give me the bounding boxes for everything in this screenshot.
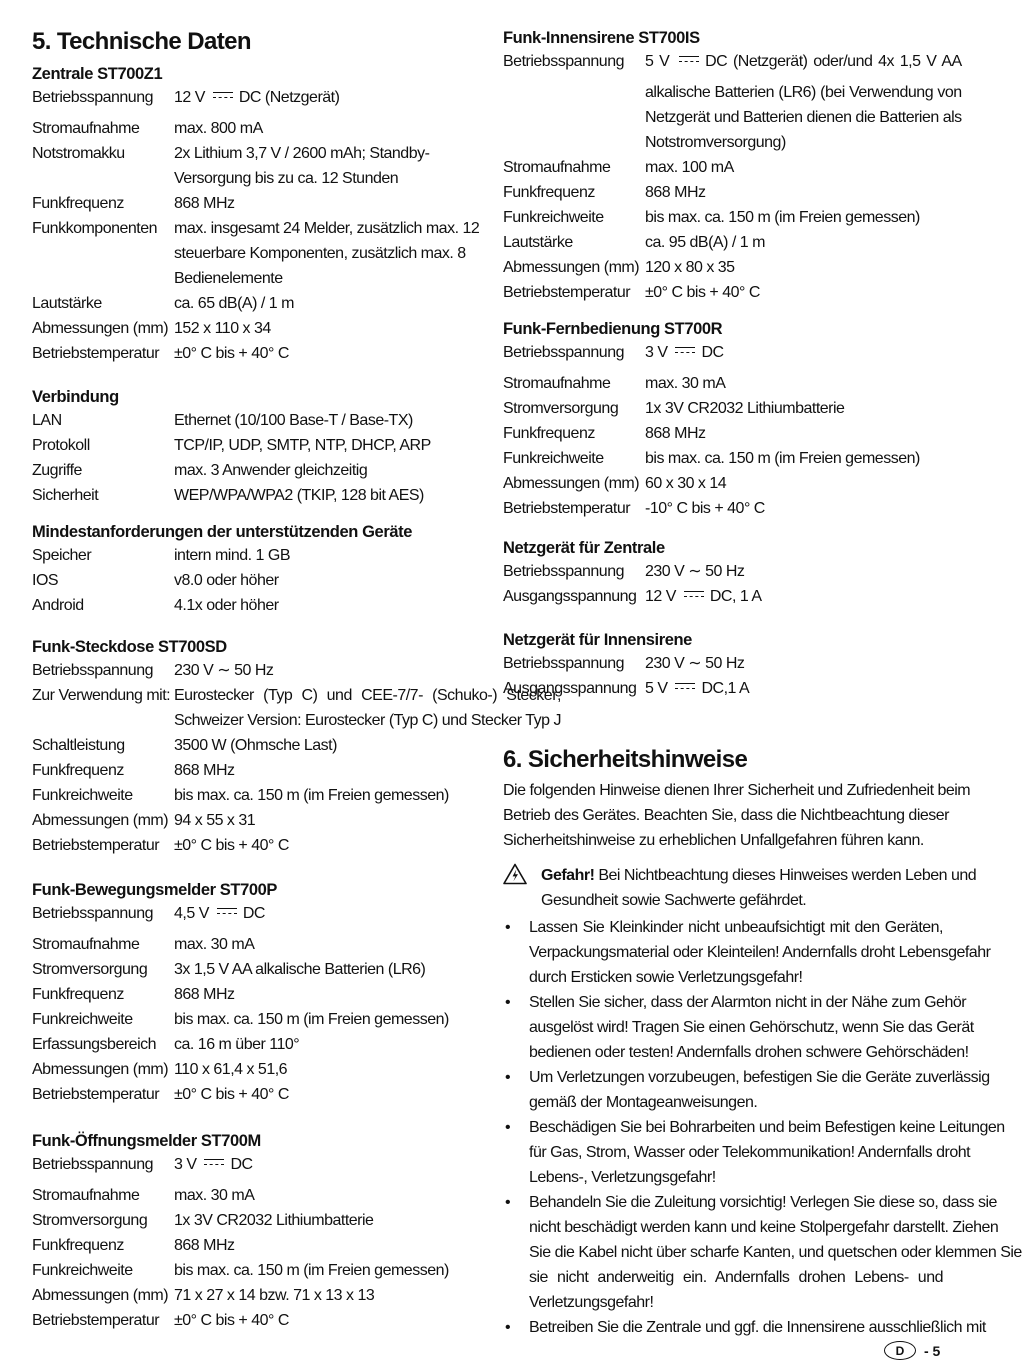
safety-intro — [503, 778, 971, 853]
intro-line: Die folgenden Hinweise dienen Ihrer Sicherheit und Zufriedenheit beim — [503, 782, 971, 799]
spec-value: 71 x 27 x 14 bzw. 71 x 13 x 13 — [174, 1287, 375, 1304]
spec-label: Lautstärke — [503, 234, 573, 251]
spec-section-title: Funk-Fernbedienung ST700R — [503, 320, 723, 338]
intro-line: Betrieb des Gerätes. Beachten Sie, dass die Nichtbeachtung dieser — [503, 807, 950, 824]
spec-section-title: Funk-Öffnungsmelder ST700M — [32, 1132, 261, 1150]
bullet-line: Behandeln Sie die Zuleitung vorsichtig! Verlegen Sie diese so, dass sie — [529, 1194, 997, 1211]
spec-label: Funkreichweite — [503, 450, 604, 467]
bullet-line: für Gas, Strom, Wasser oder Telekommunikation! Andernfalls droht — [529, 1144, 971, 1161]
spec-value: 230 V ∼ 50 Hz — [645, 563, 745, 580]
spec-row — [32, 216, 480, 291]
bullet-dot-icon: • — [505, 1319, 511, 1336]
dc-symbol-icon — [679, 56, 699, 63]
spec-label: Funkfrequenz — [503, 425, 595, 442]
spec-section-title: Netzgerät für Zentrale — [503, 539, 665, 557]
spec-label: Sicherheit — [32, 487, 99, 504]
spec-label: Funkfrequenz — [503, 184, 595, 201]
spec-label: Zur Verwendung mit: — [32, 687, 171, 704]
dc-symbol-icon — [684, 591, 704, 598]
dc-symbol-icon — [217, 908, 237, 915]
spec-label: Stromaufnahme — [503, 159, 611, 176]
spec-label: Betriebstemperatur — [32, 1312, 160, 1329]
spec-section — [503, 318, 943, 521]
spec-row — [32, 458, 477, 483]
spec-value: max. 30 mA — [645, 375, 726, 392]
bullet-line: ausgelöst wird! Tragen Sie einen Gehörschutz, wenn Sie das Gerät — [529, 1019, 974, 1036]
spec-value: ±0° C bis + 40° C — [174, 345, 289, 362]
bullet-line: Sie die Kabel nicht über scharfe Kanten, und quetschen oder klemmen Sie — [529, 1244, 1022, 1261]
spec-value: 3500 W (Ohmsche Last) — [174, 737, 337, 754]
spec-row — [32, 408, 477, 433]
safety-bullet — [503, 915, 991, 990]
spec-value: steuerbare Komponenten, zusätzlich max. 8 — [174, 245, 466, 262]
spec-label: Funkreichweite — [32, 1011, 133, 1028]
spec-value: ca. 95 dB(A) / 1 m — [645, 234, 765, 251]
spec-section — [503, 537, 943, 609]
spec-label: Stromversorgung — [32, 1212, 148, 1229]
spec-label: Funkfrequenz — [32, 986, 124, 1003]
spec-label: Abmessungen (mm) — [32, 1287, 169, 1304]
spec-label: Abmessungen (mm) — [32, 1061, 169, 1078]
spec-section-title: Funk-Bewegungsmelder ST700P — [32, 881, 278, 899]
spec-value: 94 x 55 x 31 — [174, 812, 256, 829]
spec-value: 1x 3V CR2032 Lithiumbatterie — [174, 1212, 374, 1229]
spec-section — [32, 386, 477, 508]
bullet-dot-icon: • — [505, 919, 511, 936]
spec-value: ±0° C bis + 40° C — [174, 837, 289, 854]
spec-label: Funkfrequenz — [32, 1237, 124, 1254]
spec-row — [32, 1283, 477, 1308]
spec-section — [32, 1130, 477, 1333]
spec-row — [32, 1308, 477, 1333]
spec-label: Erfassungsbereich — [32, 1036, 157, 1053]
spec-row — [32, 783, 477, 808]
spec-label: Betriebsspannung — [503, 655, 624, 672]
danger-label: Gefahr! — [541, 867, 595, 884]
spec-value: max. insgesamt 24 Melder, zusätzlich max. 12 — [174, 220, 480, 237]
safety-bullet — [503, 990, 974, 1065]
bullet-line: Lebens-, Verletzungsgefahr! — [529, 1169, 716, 1186]
spec-value: 3x 1,5 V AA alkalische Batterien (LR6) — [174, 961, 426, 978]
spec-value: max. 800 mA — [174, 120, 263, 137]
spec-label: Betriebsspannung — [32, 1156, 153, 1173]
spec-value: 12 V DC, 1 A — [645, 588, 762, 605]
spec-row — [32, 982, 477, 1007]
spec-label: Betriebstemperatur — [32, 345, 160, 362]
spec-value: 5 V DC,1 A — [645, 680, 750, 697]
spec-value: 4.1x oder höher — [174, 597, 279, 614]
spec-label: Betriebsspannung — [503, 563, 624, 580]
spec-row — [503, 559, 943, 584]
spec-label: Stromversorgung — [503, 400, 619, 417]
spec-value: bis max. ca. 150 m (im Freien gemessen) — [174, 1262, 449, 1279]
spec-label: Protokoll — [32, 437, 90, 454]
spec-section-title: Zentrale ST700Z1 — [32, 65, 163, 83]
spec-value: 2x Lithium 3,7 V / 2600 mAh; Standby- — [174, 145, 430, 162]
page-footer — [884, 1341, 940, 1360]
spec-value: 3 V DC — [174, 1156, 253, 1173]
spec-row — [503, 651, 943, 676]
spec-row — [32, 568, 477, 593]
spec-value: alkalische Batterien (LR6) (bei Verwendung von — [645, 84, 962, 101]
spec-value: bis max. ca. 150 m (im Freien gemessen) — [174, 1011, 449, 1028]
bullet-dot-icon: • — [505, 994, 511, 1011]
bullet-line: sie nicht anderweitig ein. Andernfalls drohen Lebens- und — [529, 1269, 943, 1286]
spec-section — [32, 521, 477, 618]
spec-section-title: Netzgerät für Innensirene — [503, 631, 692, 649]
bullet-line: Um Verletzungen vorzubeugen, befestigen Sie die Geräte zuverlässig — [529, 1069, 990, 1086]
spec-label: Betriebsspannung — [503, 53, 624, 70]
bullet-line: Stellen Sie sicher, dass der Alarmton nicht in der Nähe zum Gehör — [529, 994, 967, 1011]
spec-row — [503, 340, 943, 365]
section-heading-safety: 6. Sicherheitshinweise — [503, 746, 748, 773]
spec-row — [503, 180, 943, 205]
spec-value: 868 MHz — [174, 986, 235, 1003]
spec-row — [32, 758, 477, 783]
spec-section-title: Funk-Steckdose ST700SD — [32, 638, 227, 656]
spec-row — [32, 833, 477, 858]
spec-value: max. 3 Anwender gleichzeitig — [174, 462, 368, 479]
spec-row — [32, 543, 477, 568]
spec-row — [32, 1007, 477, 1032]
spec-section — [32, 879, 477, 1107]
spec-row — [503, 496, 943, 521]
spec-row — [32, 1152, 477, 1177]
spec-value: 60 x 30 x 14 — [645, 475, 727, 492]
spec-row — [32, 1057, 477, 1082]
spec-row — [32, 85, 477, 110]
spec-row — [32, 658, 477, 683]
spec-row — [32, 191, 477, 216]
spec-label: Funkreichweite — [503, 209, 604, 226]
spec-value: WEP/WPA/WPA2 (TKIP, 128 bit AES) — [174, 487, 424, 504]
spec-section — [32, 63, 480, 366]
spec-value: TCP/IP, UDP, SMTP, NTP, DHCP, ARP — [174, 437, 431, 454]
spec-value: Notstromversorgung) — [645, 134, 786, 151]
bullet-line: Verletzungsgefahr! — [529, 1294, 654, 1311]
spec-row — [32, 116, 477, 141]
dc-symbol-icon — [213, 92, 233, 99]
spec-row — [503, 371, 943, 396]
spec-row — [32, 932, 477, 957]
spec-value: Eurostecker (Typ C) und CEE-7/7- (Schuko-) Stecker; — [174, 687, 561, 704]
spec-value: 868 MHz — [174, 195, 235, 212]
danger-text: Bei Nichtbeachtung dieses Hinweises werden Leben und — [594, 867, 977, 884]
spec-row — [503, 205, 943, 230]
spec-label: Schaltleistung — [32, 737, 125, 754]
spec-label: Ausgangsspannung — [503, 588, 637, 605]
spec-label: Abmessungen (mm) — [32, 812, 169, 829]
spec-label: Abmessungen (mm) — [503, 475, 640, 492]
spec-row — [32, 433, 477, 458]
spec-row — [503, 255, 943, 280]
spec-label: Betriebstemperatur — [503, 284, 631, 301]
spec-label: Android — [32, 597, 84, 614]
spec-value: bis max. ca. 150 m (im Freien gemessen) — [174, 787, 449, 804]
spec-row — [32, 733, 477, 758]
spec-row — [503, 421, 943, 446]
spec-label: Stromaufnahme — [32, 120, 140, 137]
spec-value: -10° C bis + 40° C — [645, 500, 765, 517]
danger-text: Gesundheit sowie Sachwerte gefährdet. — [541, 892, 807, 909]
spec-label: Ausgangsspannung — [503, 680, 637, 697]
spec-label: Abmessungen (mm) — [503, 259, 640, 276]
spec-value: 230 V ∼ 50 Hz — [174, 662, 274, 679]
spec-value: Schweizer Version: Eurostecker (Typ C) und Stecker Typ J — [174, 712, 561, 729]
spec-label: Betriebsspannung — [503, 344, 624, 361]
spec-value: bis max. ca. 150 m (im Freien gemessen) — [645, 450, 920, 467]
spec-section — [32, 636, 561, 858]
spec-label: Stromaufnahme — [503, 375, 611, 392]
spec-label: Betriebsspannung — [32, 662, 153, 679]
spec-row — [503, 446, 943, 471]
bullet-dot-icon: • — [505, 1069, 511, 1086]
spec-value: max. 30 mA — [174, 1187, 255, 1204]
bullet-dot-icon: • — [505, 1119, 511, 1136]
safety-bullet — [503, 1190, 1022, 1315]
safety-bullet — [503, 1065, 990, 1115]
spec-row — [32, 1032, 477, 1057]
spec-section — [503, 629, 943, 701]
spec-label: Stromaufnahme — [32, 1187, 140, 1204]
danger-notice — [503, 863, 977, 913]
section-heading-technical-data: 5. Technische Daten — [32, 28, 251, 55]
bullet-line: durch Ersticken sowie Verletzungsgefahr! — [529, 969, 803, 986]
spec-value: bis max. ca. 150 m (im Freien gemessen) — [645, 209, 920, 226]
spec-value: Bedienelemente — [174, 270, 283, 287]
spec-value: 3 V DC — [645, 344, 724, 361]
spec-row — [32, 141, 477, 191]
spec-label: Stromversorgung — [32, 961, 148, 978]
spec-value: max. 100 mA — [645, 159, 734, 176]
page-number: - 5 — [924, 1342, 941, 1359]
spec-label: Betriebsspannung — [32, 89, 153, 106]
spec-label: Lautstärke — [32, 295, 102, 312]
spec-label: Betriebstemperatur — [32, 837, 160, 854]
spec-value: ±0° C bis + 40° C — [174, 1086, 289, 1103]
bullet-dot-icon: • — [505, 1194, 511, 1211]
spec-value: intern mind. 1 GB — [174, 547, 290, 564]
bullet-line: Betreiben Sie die Zentrale und ggf. die Innensirene ausschließlich mit — [529, 1319, 986, 1336]
spec-row — [32, 901, 477, 926]
spec-value: ca. 65 dB(A) / 1 m — [174, 295, 294, 312]
spec-row — [503, 676, 943, 701]
bullet-line: nicht beschädigt werden kann und keine Stolpergefahr darstellt. Ziehen — [529, 1219, 999, 1236]
spec-value: 230 V ∼ 50 Hz — [645, 655, 745, 672]
spec-value: max. 30 mA — [174, 936, 255, 953]
spec-label: Betriebstemperatur — [32, 1086, 160, 1103]
spec-row — [503, 49, 962, 155]
bullet-line: gemäß der Montageanweisungen. — [529, 1094, 758, 1111]
spec-row — [32, 1082, 477, 1107]
spec-label: LAN — [32, 412, 62, 429]
bullet-line: bedienen oder testen! Andernfalls drohen schwere Gehörschäden! — [529, 1044, 969, 1061]
safety-bullet — [503, 1315, 986, 1340]
spec-value: 152 x 110 x 34 — [174, 320, 271, 337]
spec-row — [32, 808, 477, 833]
spec-label: Speicher — [32, 547, 92, 564]
spec-row — [32, 483, 477, 508]
spec-label: Betriebsspannung — [32, 905, 153, 922]
intro-line: Sicherheitshinweise zu erheblichen Unfallgefahren führen kann. — [503, 832, 924, 849]
spec-section-title: Funk-Innensirene ST700IS — [503, 29, 700, 47]
dc-symbol-icon — [675, 347, 695, 354]
spec-row — [503, 471, 943, 496]
spec-value: 868 MHz — [645, 184, 706, 201]
spec-label: Funkfrequenz — [32, 195, 124, 212]
spec-row — [503, 396, 943, 421]
spec-label: Zugriffe — [32, 462, 82, 479]
spec-value: 120 x 80 x 35 — [645, 259, 735, 276]
spec-value: 868 MHz — [174, 762, 235, 779]
spec-value: 4,5 V DC — [174, 905, 265, 922]
spec-value: Ethernet (10/100 Base-T / Base-TX) — [174, 412, 413, 429]
spec-value: ±0° C bis + 40° C — [645, 284, 760, 301]
spec-row — [32, 593, 477, 618]
spec-value: 868 MHz — [174, 1237, 235, 1254]
spec-row — [503, 280, 943, 305]
spec-value: v8.0 oder höher — [174, 572, 279, 589]
spec-label: Abmessungen (mm) — [32, 320, 169, 337]
bullet-line: Verpackungsmaterial oder Kleinteilen! Andernfalls droht Lebensgefahr — [529, 944, 991, 961]
spec-label: Funkkomponenten — [32, 220, 158, 237]
spec-label: IOS — [32, 572, 59, 589]
spec-row — [32, 341, 477, 366]
bullet-line: Lassen Sie Kleinkinder nicht unbeaufsichtigt mit den Geräten, — [529, 919, 943, 936]
spec-label: Notstromakku — [32, 145, 125, 162]
spec-row — [503, 584, 943, 609]
bullet-line: Beschädigen Sie bei Bohrarbeiten und beim Befestigen keine Leitungen — [529, 1119, 1005, 1136]
dc-symbol-icon — [675, 683, 695, 690]
spec-row — [32, 1258, 477, 1283]
spec-value: ca. 16 m über 110° — [174, 1036, 300, 1053]
spec-value: ±0° C bis + 40° C — [174, 1312, 289, 1329]
spec-section — [503, 27, 962, 305]
spec-row — [32, 957, 477, 982]
spec-section-title: Verbindung — [32, 388, 119, 406]
spec-value: 110 x 61,4 x 51,6 — [174, 1061, 288, 1078]
spec-value: Versorgung bis zu ca. 12 Stunden — [174, 170, 399, 187]
language-badge: D — [884, 1341, 916, 1360]
spec-row — [32, 1208, 477, 1233]
spec-value: Netzgerät und Batterien dienen die Batterien als — [645, 109, 962, 126]
spec-row — [503, 230, 943, 255]
spec-label: Betriebstemperatur — [503, 500, 631, 517]
spec-row — [32, 1183, 477, 1208]
spec-label: Funkreichweite — [32, 1262, 133, 1279]
spec-row — [32, 1233, 477, 1258]
spec-label: Stromaufnahme — [32, 936, 140, 953]
spec-row — [32, 291, 477, 316]
spec-label: Funkreichweite — [32, 787, 133, 804]
spec-row — [32, 683, 561, 733]
spec-row — [32, 316, 477, 341]
spec-value: 868 MHz — [645, 425, 706, 442]
dc-symbol-icon — [204, 1159, 224, 1166]
spec-section-title: Mindestanforderungen der unterstützenden Geräte — [32, 523, 412, 541]
spec-value: 12 V DC (Netzgerät) — [174, 89, 340, 106]
spec-row — [503, 155, 943, 180]
safety-bullet — [503, 1115, 1005, 1190]
warning-electric-icon — [503, 863, 527, 885]
spec-value: 5 V DC (Netzgerät) oder/und 4x 1,5 V AA — [645, 53, 962, 70]
spec-label: Funkfrequenz — [32, 762, 124, 779]
spec-value: 1x 3V CR2032 Lithiumbatterie — [645, 400, 845, 417]
